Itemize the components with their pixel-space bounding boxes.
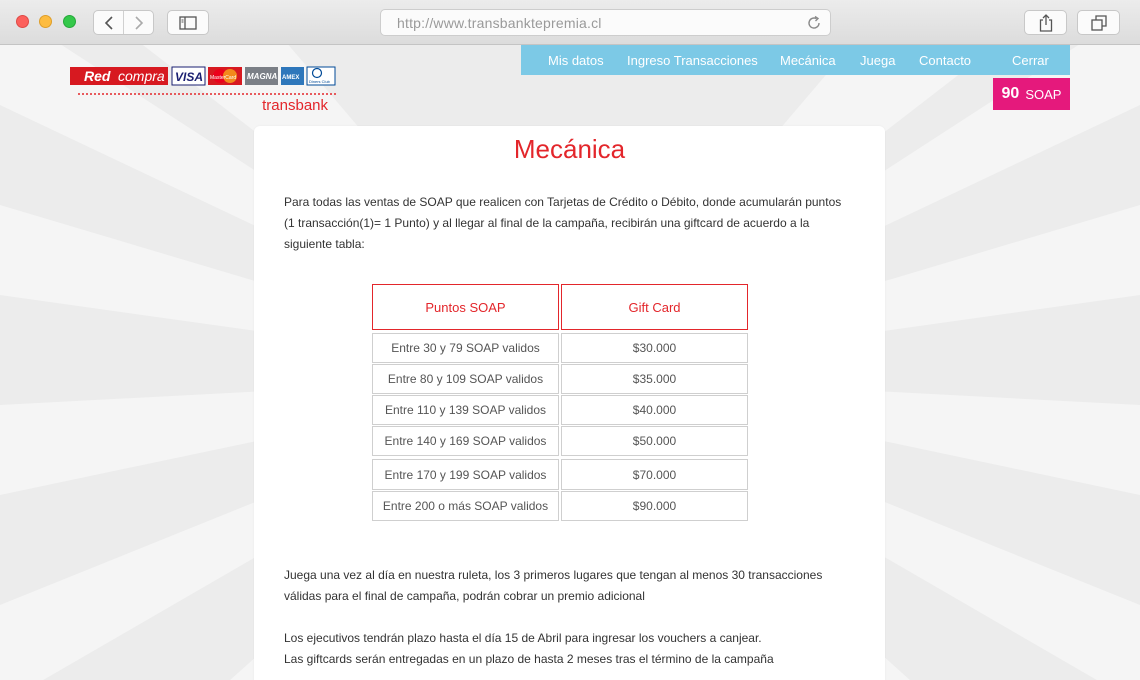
reload-icon[interactable] [806,15,822,31]
tabs-overview-button[interactable] [1077,10,1120,35]
nav-juega[interactable]: Juega [860,52,896,68]
giftcards-text: Las giftcards serán entregadas en un plazo de hasta 2 meses tras el término de la campaña [284,652,774,666]
table-cell-points: Entre 30 y 79 SOAP validos [372,333,559,363]
redcompra-compra-text: compra [118,68,165,84]
url-text: http://www.transbanktepremia.cl [397,15,602,31]
logout-link[interactable]: Cerrar [1012,52,1049,68]
page-title: Mecánica [513,134,626,164]
web-page [0,45,1140,680]
nav-mecanica[interactable]: Mecánica [780,52,836,68]
points-value: 90 [1001,85,1020,102]
chevron-left-icon [104,16,114,30]
table-cell-points: Entre 110 y 139 SOAP validos [372,395,559,425]
sidebar-toggle-button[interactable] [167,10,209,35]
diners-text: Diners Club [309,79,330,84]
table-cell-giftcard: $30.000 [561,333,748,363]
tabs-icon [1091,15,1107,31]
juega-text: Juega una vez al día en nuestra ruleta, los 3 primeros lugares que tengan al menos 30 transacciones válidas para el final de campaña, podrán cobrar un premio adicional [284,568,823,603]
intro-text: Para todas las ventas de SOAP que realicen con Tarjetas de Crédito o Débito, donde acumularán puntos (1 transacción(1)= 1 Punto) y al llegar al final de la campaña, recibirán una giftcard de acuerdo a la siguiente tabla: [284,195,842,251]
table-cell-points: Entre 80 y 109 SOAP validos [372,364,559,394]
amex-text: AMEX [282,75,300,81]
table-cell-points: Entre 140 y 169 SOAP validos [372,426,559,456]
main-nav [521,45,1070,75]
table-header-points: Puntos SOAP [372,284,559,330]
chevron-right-icon [134,16,144,30]
ejecutivos-text: Los ejecutivos tendrán plazo hasta el día 15 de Abril para ingresar los vouchers a canjear. [284,631,762,645]
table-cell-points: Entre 170 y 199 SOAP validos [372,459,559,490]
address-bar[interactable] [380,9,831,36]
table-cell-giftcard: $50.000 [561,426,748,456]
back-button[interactable] [94,11,123,34]
nav-mis-datos[interactable]: Mis datos [548,52,604,68]
table-cell-giftcard: $35.000 [561,364,748,394]
mastercard-text: MasterCard [210,75,237,81]
table-cell-giftcard: $40.000 [561,395,748,425]
table-header-giftcard: Gift Card [561,284,748,330]
visa-text: VISA [175,70,204,84]
minimize-window-button[interactable] [39,15,52,28]
table-cell-giftcard: $90.000 [561,491,748,521]
table-cell-giftcard: $70.000 [561,459,748,490]
magna-text: MAGNA [247,72,278,81]
sidebar-icon [179,16,197,30]
points-badge [993,78,1070,110]
redcompra-red-text: Red [84,68,111,84]
nav-contacto[interactable]: Contacto [919,52,972,68]
browser-toolbar [0,0,1140,45]
forward-button[interactable] [123,11,153,34]
zoom-window-button[interactable] [63,15,76,28]
brand-logo[interactable] [68,65,338,115]
points-label: SOAP [1025,86,1062,102]
content-card [254,126,885,680]
table-cell-points: Entre 200 o más SOAP validos [372,491,559,521]
share-button[interactable] [1024,10,1067,35]
nav-ingreso-transacciones[interactable]: Ingreso Transacciones [627,52,758,68]
history-nav [93,10,154,35]
share-icon [1039,14,1053,32]
close-window-button[interactable] [16,15,29,28]
transbank-logo-text: transbank [262,97,328,114]
